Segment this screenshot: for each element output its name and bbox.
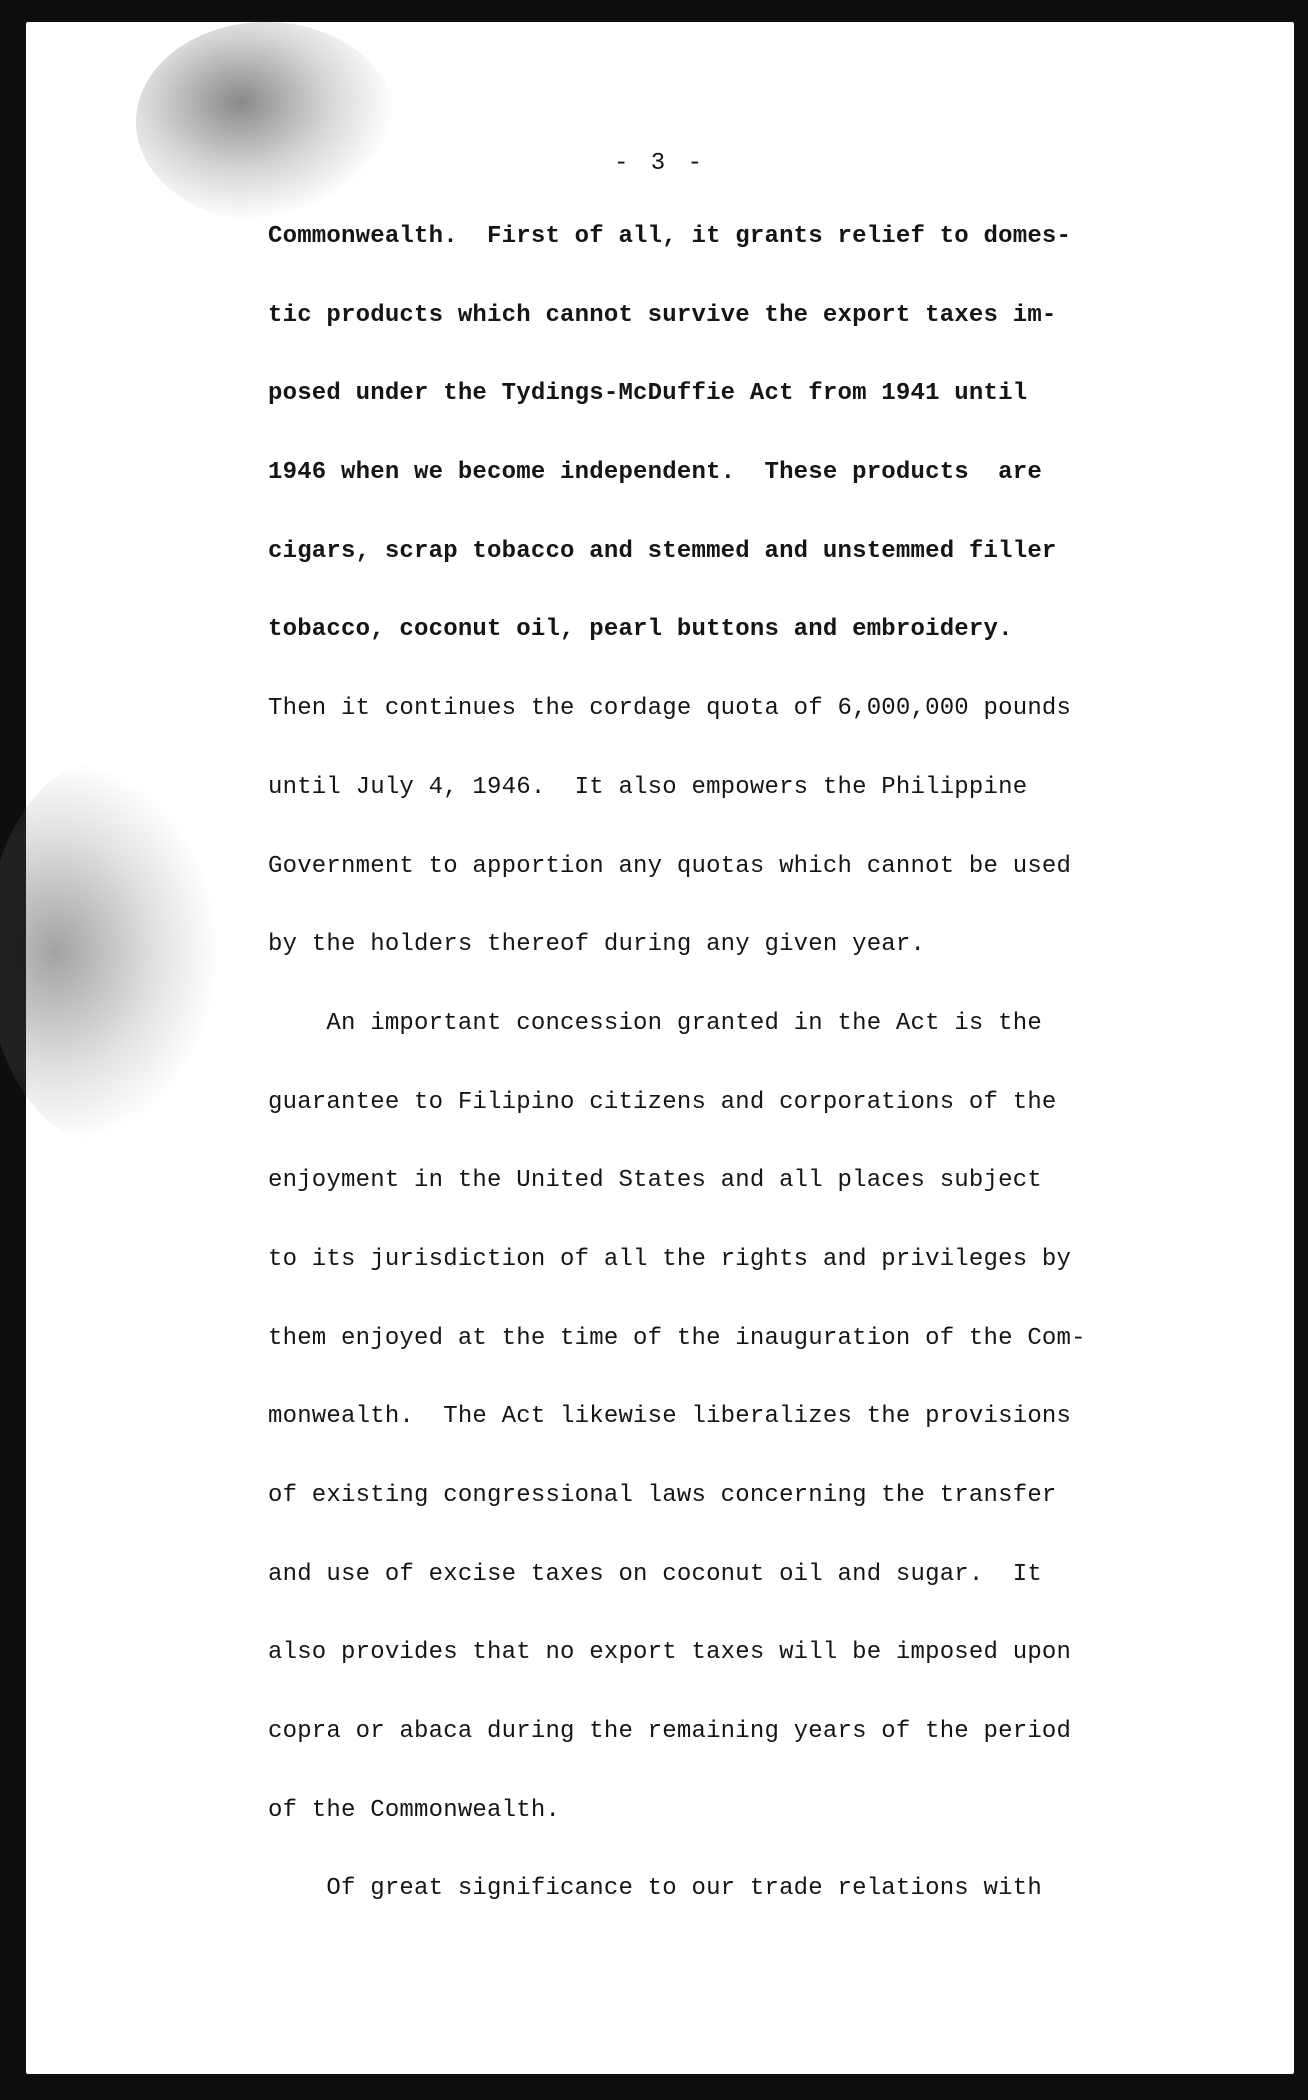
text-line: monwealth. The Act likewise liberalizes the provisions	[268, 1403, 1072, 1431]
page-number: - 3 -	[613, 150, 706, 177]
text-line: of the Commonwealth.	[268, 1796, 561, 1824]
text-line: tobacco, coconut oil, pearl buttons and embroidery.	[268, 616, 1013, 644]
text-line: guarantee to Filipino citizens and corporations of the	[268, 1088, 1057, 1116]
document-page	[26, 22, 1294, 2074]
text-line: to its jurisdiction of all the rights and privileges by	[268, 1245, 1072, 1273]
text-line: An important concession granted in the Act is the	[268, 1009, 1042, 1037]
text-line: until July 4, 1946. It also empowers the Philippine	[268, 773, 1028, 801]
text-line: by the holders thereof during any given year.	[268, 931, 926, 959]
text-line: Commonwealth. First of all, it grants relief to domes-	[268, 223, 1072, 250]
text-line: them enjoyed at the time of the inauguration of the Com-	[268, 1324, 1086, 1352]
text-line: posed under the Tydings-McDuffie Act from 1941 until	[268, 380, 1028, 408]
text-line: cigars, scrap tobacco and stemmed and unstemmed filler	[268, 537, 1057, 565]
text-line: Then it continues the cordage quota of 6,000,000 pounds	[268, 695, 1072, 723]
text-line: 1946 when we become independent. These products are	[268, 459, 1042, 487]
text-line: copra or abaca during the remaining years of the period	[268, 1718, 1072, 1746]
text-line: and use of excise taxes on coconut oil and sugar. It	[268, 1560, 1042, 1588]
text-line: also provides that no export taxes will be imposed upon	[268, 1639, 1072, 1667]
ink-smudge-top	[136, 22, 396, 222]
text-line: Of great significance to our trade relations with	[268, 1875, 1042, 1903]
text-line: of existing congressional laws concerning the transfer	[268, 1482, 1057, 1509]
body-text	[268, 222, 1188, 1953]
text-line: Government to apportion any quotas which cannot be used	[268, 852, 1072, 880]
text-line: enjoyment in the United States and all places subject	[268, 1167, 1042, 1195]
ink-smudge-left	[0, 762, 216, 1142]
text-line: tic products which cannot survive the export taxes im-	[268, 301, 1057, 329]
